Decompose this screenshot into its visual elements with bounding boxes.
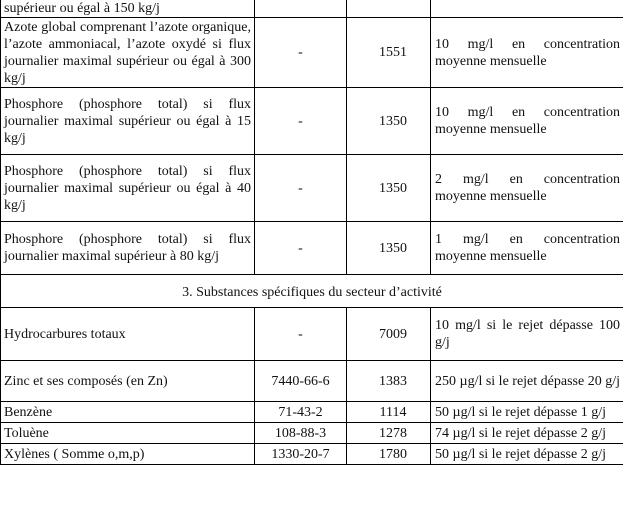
cas-cell: - [255,18,347,88]
code-cell: 1278 [347,423,431,444]
substance-cell: Zinc et ses composés (en Zn) [1,361,255,402]
limit-cell: 50 µg/l si le rejet dépasse 1 g/j [431,402,623,423]
code-cell: 1780 [347,444,431,465]
section-title: 3. Substances spécifiques du secteur d’activité [1,275,623,308]
cas-cell [255,0,347,18]
code-cell: 1350 [347,222,431,275]
limit-cell: 1 mg/l en concentration moyenne mensuelle [431,222,623,275]
cas-cell: 108-88-3 [255,423,347,444]
table-row [1,423,623,444]
code-cell: 1114 [347,402,431,423]
substance-cell: Toluène [1,423,255,444]
limit-cell: 250 µg/l si le rejet dépasse 20 g/j [431,361,623,402]
limit-cell: 10 mg/l en concentration moyenne mensuelle [431,18,623,88]
code-cell: 1350 [347,155,431,222]
cas-cell: - [255,308,347,361]
table-row [1,155,623,222]
table-row [1,402,623,423]
cas-cell: - [255,155,347,222]
table-row [1,308,623,361]
substance-cell: Phosphore (phosphore total) si flux journalier maximal supérieur ou égal à 15 kg/j [1,88,255,155]
table-row [1,444,623,465]
substance-cell: supérieur ou égal à 150 kg/j [1,0,255,18]
substance-cell: Hydrocarbures totaux [1,308,255,361]
substance-cell: Xylènes ( Somme o,m,p) [1,444,255,465]
table-row [1,361,623,402]
code-cell: 1350 [347,88,431,155]
table-row [1,0,623,18]
section-header-row [1,275,623,308]
table-row [1,18,623,88]
limit-cell: 10 mg/l en concentration moyenne mensuelle [431,88,623,155]
limit-cell: 50 µg/l si le rejet dépasse 2 g/j [431,444,623,465]
cas-cell: 1330-20-7 [255,444,347,465]
code-cell: 7009 [347,308,431,361]
limit-cell: 10 mg/l si le rejet dépasse 100 g/j [431,308,623,361]
table-row [1,88,623,155]
table-row [1,222,623,275]
limit-cell [431,0,623,18]
limit-cell: 74 µg/l si le rejet dépasse 2 g/j [431,423,623,444]
cas-cell: 71-43-2 [255,402,347,423]
substance-cell: Azote global comprenant l’azote organique, l’azote ammoniacal, l’azote oxydé si flux journalier maximal supérieur ou égal à 300 kg/j [1,18,255,88]
cas-cell: - [255,222,347,275]
substance-cell: Phosphore (phosphore total) si flux journalier maximal supérieur ou égal à 40 kg/j [1,155,255,222]
code-cell [347,0,431,18]
cas-cell: 7440-66-6 [255,361,347,402]
cas-cell: - [255,88,347,155]
substance-cell: Benzène [1,402,255,423]
limit-cell: 2 mg/l en concentration moyenne mensuelle [431,155,623,222]
substance-cell: Phosphore (phosphore total) si flux journalier maximal supérieur à 80 kg/j [1,222,255,275]
code-cell: 1383 [347,361,431,402]
code-cell: 1551 [347,18,431,88]
